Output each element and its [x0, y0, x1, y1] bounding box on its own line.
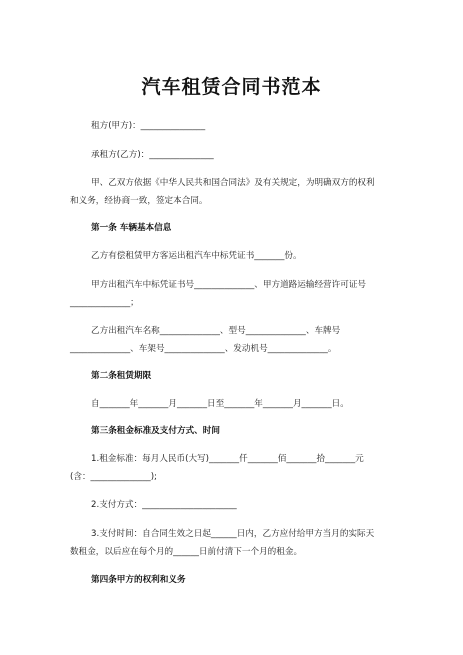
article-1-line-1: 乙方有偿租赁甲方客运出租汽车中标凭证书_______份。	[91, 251, 302, 261]
article-1-line-2b: ______________；	[70, 298, 139, 308]
article-1-heading: 第一条 车辆基本信息	[91, 223, 172, 233]
article-3-line-1b: (含：______________);	[70, 472, 157, 482]
article-4-heading: 第四条甲方的权利和义务	[91, 575, 186, 585]
article-2-line-1: 自_______年_______月_______日至_______年_______月_______日。	[91, 399, 349, 409]
lessee-line: 承租方(乙方)：_______________	[91, 150, 214, 160]
lessor-line: 租方(甲方)：_______________	[91, 121, 206, 131]
intro-line-2: 和义务，经协商一致，签定本合同。	[70, 196, 208, 206]
article-1-line-2a: 甲方出租汽车中标凭证书号______________、甲方道路运输经营许可证号	[91, 280, 367, 290]
article-3-line-3a: 3.支付时间：自合同生效之日起______日内，乙方应付给甲方当月的实际天	[91, 529, 375, 539]
article-2-heading: 第二条租赁期限	[91, 371, 152, 381]
article-3-line-1a: 1.租金标准：每月人民币(大写)_______仟_______佰_______拾_______元	[91, 454, 364, 464]
article-3-heading: 第三条租金标准及支付方式、时间	[91, 426, 220, 436]
article-1-line-3b: ______________、车架号______________、发动机号______________。	[70, 344, 337, 354]
article-3-line-2: 2.支付方式：______________________	[91, 500, 237, 510]
article-1-line-3a: 乙方出租汽车名称______________、型号______________、车牌号	[91, 326, 341, 336]
document-title: 汽车租赁合同书范本	[141, 76, 322, 98]
intro-line-1: 甲、乙双方依据《中华人民共和国合同法》及有关规定，为明确双方的权利	[91, 178, 375, 188]
article-3-line-3b: 数租金，以后应在每个月的______日前付清下一个月的租金。	[70, 547, 303, 557]
